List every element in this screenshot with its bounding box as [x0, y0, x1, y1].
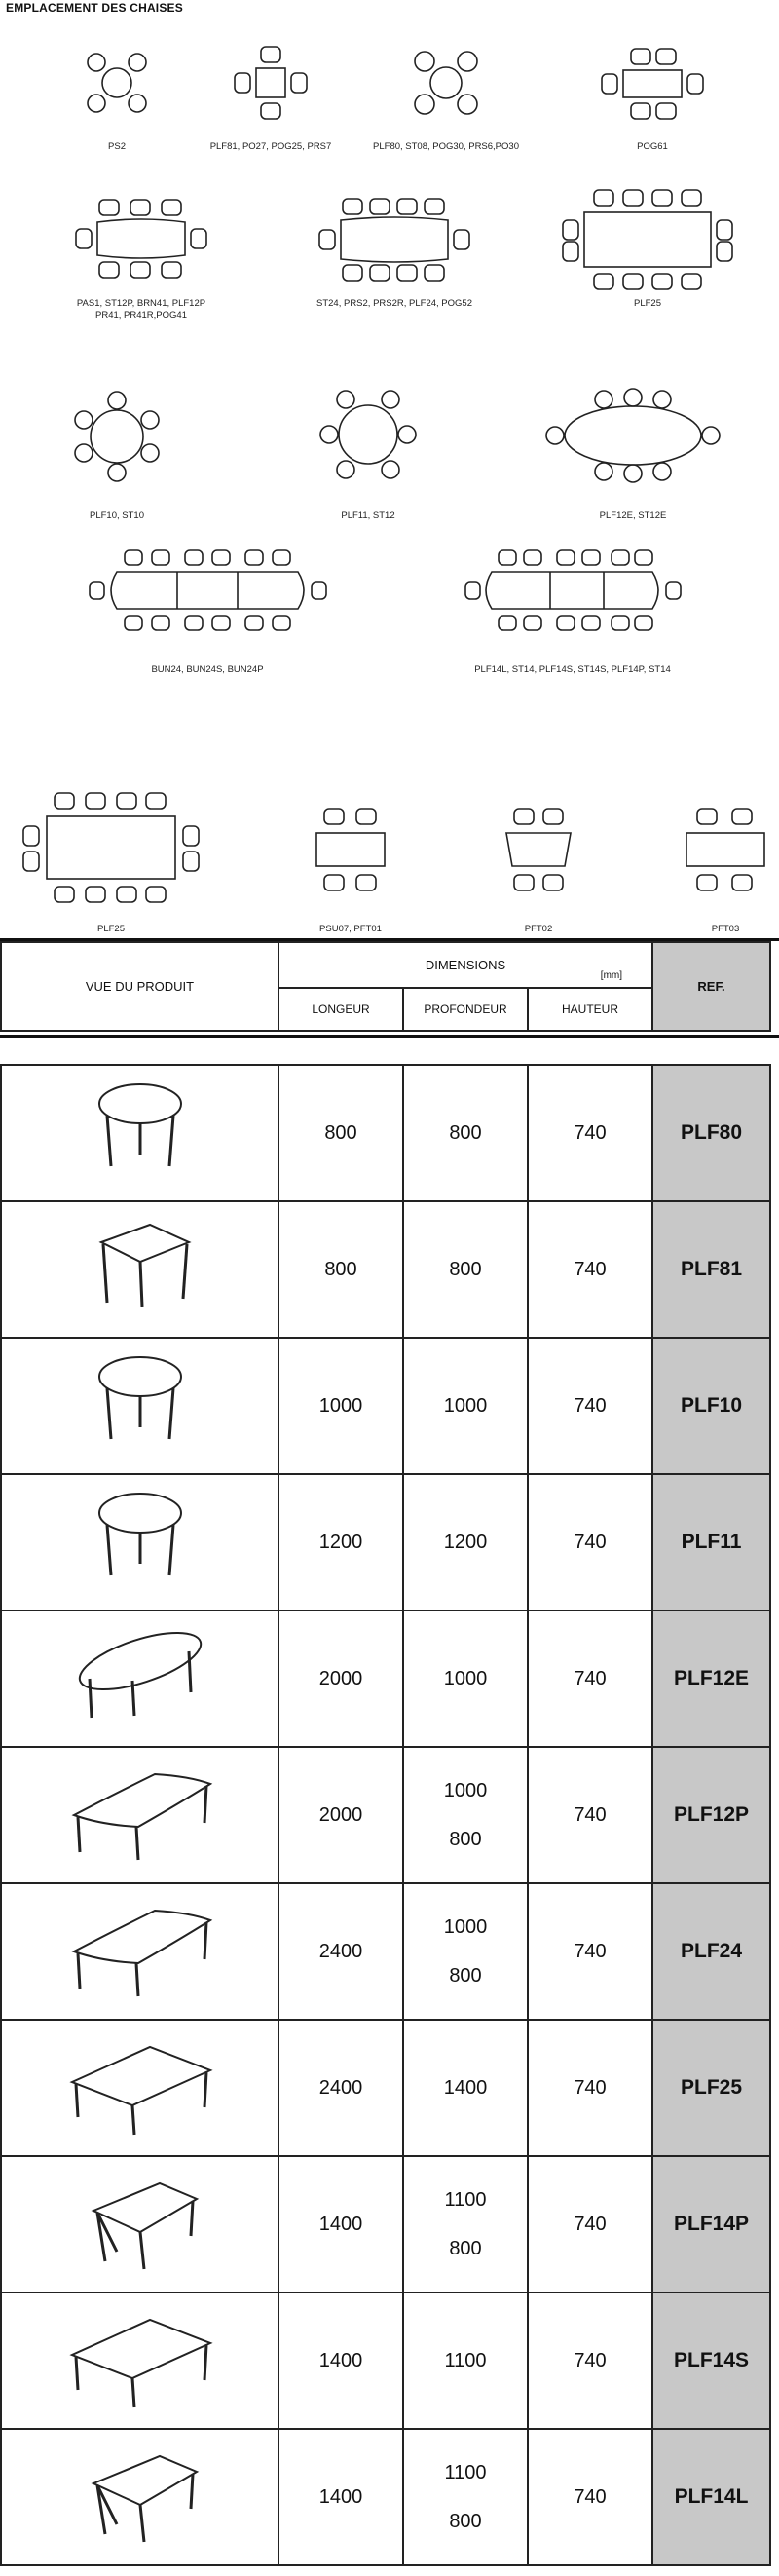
depth-value: 1000 [443, 1667, 488, 1689]
depth-cell [403, 1201, 528, 1338]
length-cell: 800 [278, 1201, 403, 1338]
layout-label: ST24, PRS2, PRS2R, PLF24, POG52 [316, 298, 472, 309]
section-title: EMPLACEMENT DES CHAISES [6, 1, 183, 15]
layout-plf14l [465, 550, 681, 630]
round-table-icon [43, 1486, 238, 1593]
product-view-cell [1, 1201, 278, 1338]
layout-round-6-large [320, 391, 416, 478]
layout-plf25-bottom [23, 793, 199, 902]
product-row [1, 1338, 770, 1474]
product-row [1, 1201, 770, 1338]
ref-cell: PLF80 [652, 1065, 770, 1201]
product-row [1, 1747, 770, 1883]
depth-value: 1000 [443, 1916, 488, 1938]
depth-value: 800 [449, 1829, 482, 1850]
square-table-icon [43, 1213, 238, 1320]
layout-label: PLF14L, ST14, PLF14S, ST14S, PLF14P, ST14 [474, 664, 671, 675]
depth-value: 1100 [444, 2462, 487, 2483]
length-cell: 2400 [278, 2020, 403, 2156]
header-height: HAUTEUR [528, 988, 652, 1031]
layout-label: PLF25 [97, 924, 125, 934]
depth-value: 1000 [443, 1780, 488, 1801]
height-cell: 740 [528, 1610, 652, 1747]
layout-label: PFT02 [524, 924, 553, 934]
layout-label: BUN24, BUN24S, BUN24P [151, 664, 264, 675]
header-product-view: VUE DU PRODUIT [1, 942, 278, 1031]
product-view-cell [1, 2429, 278, 2565]
length-cell: 800 [278, 1065, 403, 1201]
height-cell: 740 [528, 1338, 652, 1474]
round-table-icon [43, 1077, 238, 1184]
rect-table-icon [43, 2304, 238, 2411]
chair-icon [88, 95, 105, 112]
chair-icon [129, 54, 146, 71]
layout-pft03 [686, 809, 764, 890]
layout-round-4 [415, 52, 477, 114]
height-cell: 740 [528, 1201, 652, 1338]
layout-plf25-top [563, 190, 732, 289]
layout-oval-8 [546, 389, 720, 482]
depth-value: 800 [449, 1965, 482, 1987]
depth-cell [403, 2156, 528, 2292]
product-row [1, 1610, 770, 1747]
trapezoid-table-icon [43, 2168, 238, 2275]
chair-layout-section [0, 0, 779, 937]
ref-cell: PLF14L [652, 2429, 770, 2565]
product-view-cell [1, 1883, 278, 2020]
product-row [1, 2156, 770, 2292]
height-cell: 740 [528, 2156, 652, 2292]
layout-label: PS2 [108, 141, 126, 152]
ref-cell: PLF24 [652, 1883, 770, 2020]
oval-table-icon [43, 1622, 238, 1729]
depth-cell [403, 1065, 528, 1201]
length-cell: 2400 [278, 1883, 403, 2020]
product-view-cell [1, 2020, 278, 2156]
ref-cell: PLF11 [652, 1474, 770, 1610]
layout-label: PLF10, ST10 [90, 511, 144, 521]
layout-barrel-10 [319, 199, 469, 281]
round-table-icon [43, 1349, 238, 1457]
product-view-cell [1, 1610, 278, 1747]
layout-pog61 [602, 49, 703, 119]
product-row [1, 1883, 770, 2020]
length-cell: 1400 [278, 2156, 403, 2292]
height-cell: 740 [528, 1474, 652, 1610]
dimensions-table-header [0, 941, 771, 1032]
product-row [1, 2292, 770, 2429]
product-row [1, 2429, 770, 2565]
layout-label: PLF25 [634, 298, 661, 309]
depth-value: 800 [449, 1121, 482, 1144]
layout-label: POG61 [637, 141, 668, 152]
depth-value: 800 [449, 2238, 482, 2259]
ref-cell: PLF25 [652, 2020, 770, 2156]
layout-ps2 [88, 54, 146, 112]
depth-cell [403, 1474, 528, 1610]
layout-label: PLF12E, ST12E [599, 511, 667, 521]
height-cell: 740 [528, 1065, 652, 1201]
height-cell: 740 [528, 2429, 652, 2565]
depth-cell [403, 1747, 528, 1883]
ref-cell: PLF14P [652, 2156, 770, 2292]
product-view-cell [1, 2292, 278, 2429]
depth-value: 1100 [444, 2189, 487, 2211]
layout-label: PFT03 [711, 924, 740, 934]
layout-label: PLF81, PO27, POG25, PRS7 [209, 141, 332, 152]
length-cell: 2000 [278, 1747, 403, 1883]
header-depth: PROFONDEUR [403, 988, 528, 1031]
depth-value: 1400 [443, 2076, 488, 2099]
divider [0, 1035, 779, 1038]
header-dimensions [278, 942, 652, 988]
length-cell: 1000 [278, 1338, 403, 1474]
header-length: LONGEUR [278, 988, 403, 1031]
ref-cell: PLF12P [652, 1747, 770, 1883]
layout-bun24 [90, 550, 326, 630]
length-cell: 1200 [278, 1474, 403, 1610]
depth-cell [403, 1338, 528, 1474]
height-cell: 740 [528, 1747, 652, 1883]
depth-cell [403, 2429, 528, 2565]
depth-cell [403, 1610, 528, 1747]
chair-layout-diagrams [0, 0, 779, 937]
header-ref: REF. [652, 942, 770, 1031]
product-view-cell [1, 1474, 278, 1610]
products-table [0, 1064, 771, 2566]
chair-icon [88, 54, 105, 71]
height-cell: 740 [528, 1883, 652, 2020]
product-view-cell [1, 1338, 278, 1474]
chair-icon [129, 95, 146, 112]
layout-label: PAS1, ST12P, BRN41, PLF12P [76, 298, 206, 309]
depth-cell [403, 2020, 528, 2156]
depth-value: 800 [449, 2511, 482, 2532]
layout-label: PLF80, ST08, POG30, PRS6,PO30 [373, 141, 519, 152]
header-unit: [mm] [600, 970, 623, 981]
layout-pft02 [506, 809, 571, 890]
depth-cell [403, 1883, 528, 2020]
length-cell: 1400 [278, 2292, 403, 2429]
depth-cell [403, 2292, 528, 2429]
depth-value: 1000 [443, 1394, 488, 1417]
product-row [1, 2020, 770, 2156]
ref-cell: PLF14S [652, 2292, 770, 2429]
layout-round-6 [75, 392, 159, 481]
product-view-cell [1, 2156, 278, 2292]
layout-barrel-8 [76, 200, 206, 278]
product-view-cell [1, 1747, 278, 1883]
length-cell: 1400 [278, 2429, 403, 2565]
rect-table-icon [43, 2031, 238, 2139]
depth-value: 1200 [443, 1531, 488, 1553]
depth-value: 1100 [444, 2349, 487, 2371]
barrel-table-icon [43, 1895, 238, 2002]
ref-cell: PLF12E [652, 1610, 770, 1747]
depth-value: 800 [449, 1258, 482, 1280]
length-cell: 2000 [278, 1610, 403, 1747]
ref-cell: PLF81 [652, 1201, 770, 1338]
layout-label: PLF11, ST12 [341, 511, 395, 521]
product-row [1, 1474, 770, 1610]
height-cell: 740 [528, 2020, 652, 2156]
layout-label: PR41, PR41R,POG41 [95, 310, 187, 321]
product-view-cell [1, 1065, 278, 1201]
layout-label: PSU07, PFT01 [319, 924, 382, 934]
height-cell: 740 [528, 2292, 652, 2429]
layout-psu07 [316, 809, 385, 890]
layout-square-4 [235, 47, 307, 119]
ref-cell: PLF10 [652, 1338, 770, 1474]
trapezoid-table-icon [43, 2441, 238, 2548]
header-dimensions-label: DIMENSIONS [425, 958, 506, 972]
product-row [1, 1065, 770, 1201]
barrel-table-icon [43, 1759, 238, 1866]
